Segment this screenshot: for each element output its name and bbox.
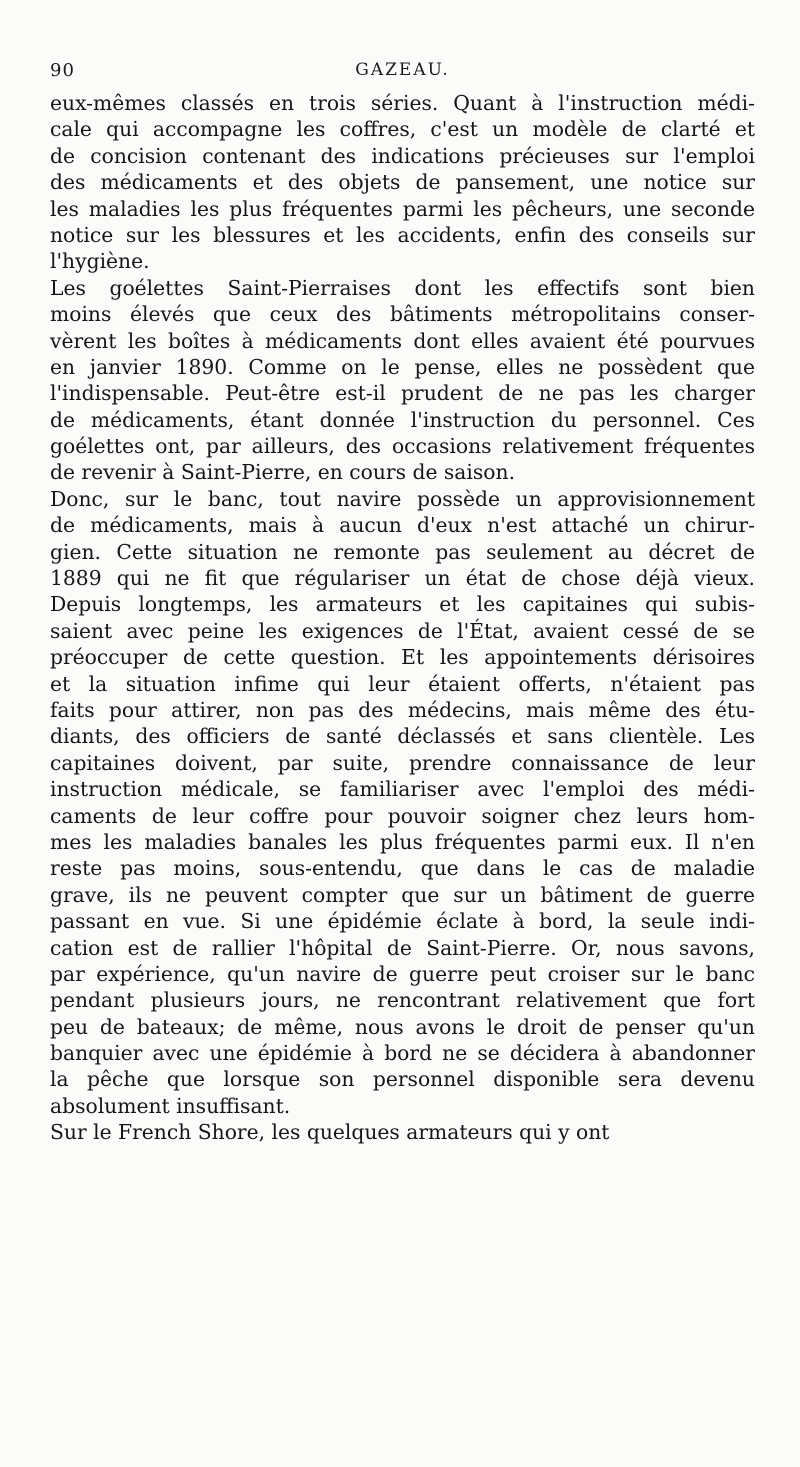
text-line: faits pour attirer, non pas des médecins, mais même des étu-: [50, 697, 755, 722]
text-line: goélettes ont, par ailleurs, des occasions relativement fréquentes: [50, 434, 755, 459]
text-line: Donc, sur le banc, tout navire possède un approvisionnement: [50, 486, 755, 511]
paragraph: [50, 90, 755, 275]
text-line: des médicaments et des objets de pansement, une notice sur: [50, 170, 755, 195]
text-line: cation est de rallier l'hôpital de Saint-Pierre. Or, nous savons,: [50, 935, 755, 960]
text-line: capitaines doivent, par suite, prendre connaissance de leur: [50, 750, 755, 775]
text-line: grave, ils ne peuvent compter que sur un bâtiment de guerre: [50, 882, 755, 907]
text-line: mes les maladies banales les plus fréquentes parmi eux. Il n'en: [50, 829, 755, 854]
text-line: Sur le French Shore, les quelques armateurs qui y ont: [50, 1120, 610, 1145]
text-line: préoccuper de cette question. Et les appointements dérisoires: [50, 645, 755, 670]
paragraph: [50, 275, 755, 486]
body-text: [50, 90, 755, 1146]
text-line: les maladies les plus fréquentes parmi les pêcheurs, une seconde: [50, 196, 755, 221]
text-line: diants, des officiers de santé déclassés et sans clientèle. Les: [50, 724, 755, 749]
text-line: pendant plusieurs jours, ne rencontrant relativement que fort: [50, 988, 755, 1013]
text-line: peu de bateaux; de même, nous avons le droit de penser qu'un: [50, 1014, 755, 1039]
text-line: caments de leur coffre pour pouvoir soigner chez leurs hom-: [50, 803, 755, 828]
text-line: moins élevés que ceux des bâtiments métropolitains conser-: [50, 302, 755, 327]
text-line: reste pas moins, sous-entendu, que dans le cas de maladie: [50, 856, 755, 881]
text-line: en janvier 1890. Comme on le pense, elles ne possèdent que: [50, 354, 755, 379]
text-line: saient avec peine les exigences de l'État, avaient cessé de se: [50, 618, 755, 643]
text-line: Les goélettes Saint-Pierraises dont les effectifs sont bien: [50, 275, 755, 300]
text-line: de médicaments, mais à aucun d'eux n'est attaché un chirur-: [50, 513, 755, 538]
text-line: 1889 qui ne fit que régulariser un état de chose déjà vieux.: [50, 566, 755, 591]
text-line: de médicaments, étant donnée l'instruction du personnel. Ces: [50, 407, 755, 432]
text-line: de concision contenant des indications précieuses sur l'emploi: [50, 143, 755, 168]
text-line: absolument insuffisant.: [50, 1093, 291, 1118]
text-line: de revenir à Saint-Pierre, en cours de saison.: [50, 460, 516, 485]
text-line: instruction médicale, se familiariser avec l'emploi des médi-: [50, 777, 755, 802]
text-line: eux-mêmes classés en trois séries. Quant à l'instruction médi-: [50, 91, 755, 115]
text-line: vèrent les boîtes à médicaments dont elles avaient été pourvues: [50, 328, 755, 353]
paragraph: [50, 486, 755, 1119]
text-line: Depuis longtemps, les armateurs et les capitaines qui subis-: [50, 592, 755, 617]
page-header: [50, 60, 755, 84]
text-line: l'hygiène.: [50, 249, 150, 274]
text-line: banquier avec une épidémie à bord ne se décidera à abandonner: [50, 1041, 755, 1066]
text-line: passant en vue. Si une épidémie éclate à bord, la seule indi-: [50, 909, 755, 934]
text-line: la pêche que lorsque son personnel disponible sera devenu: [50, 1067, 755, 1092]
text-line: gien. Cette situation ne remonte pas seulement au décret de: [50, 539, 755, 564]
text-line: l'indispensable. Peut-être est-il prudent de ne pas les charger: [50, 381, 755, 406]
text-line: par expérience, qu'un navire de guerre peut croiser sur le banc: [50, 961, 755, 986]
text-line: et la situation infime qui leur étaient offerts, n'étaient pas: [50, 671, 755, 696]
paragraph: [50, 1119, 755, 1145]
running-head: GAZEAU.: [355, 60, 450, 80]
text-line: notice sur les blessures et les accidents, enfin des conseils sur: [50, 222, 755, 247]
text-line: cale qui accompagne les coffres, c'est un modèle de clarté et: [50, 117, 755, 142]
page-number: 90: [50, 60, 75, 81]
